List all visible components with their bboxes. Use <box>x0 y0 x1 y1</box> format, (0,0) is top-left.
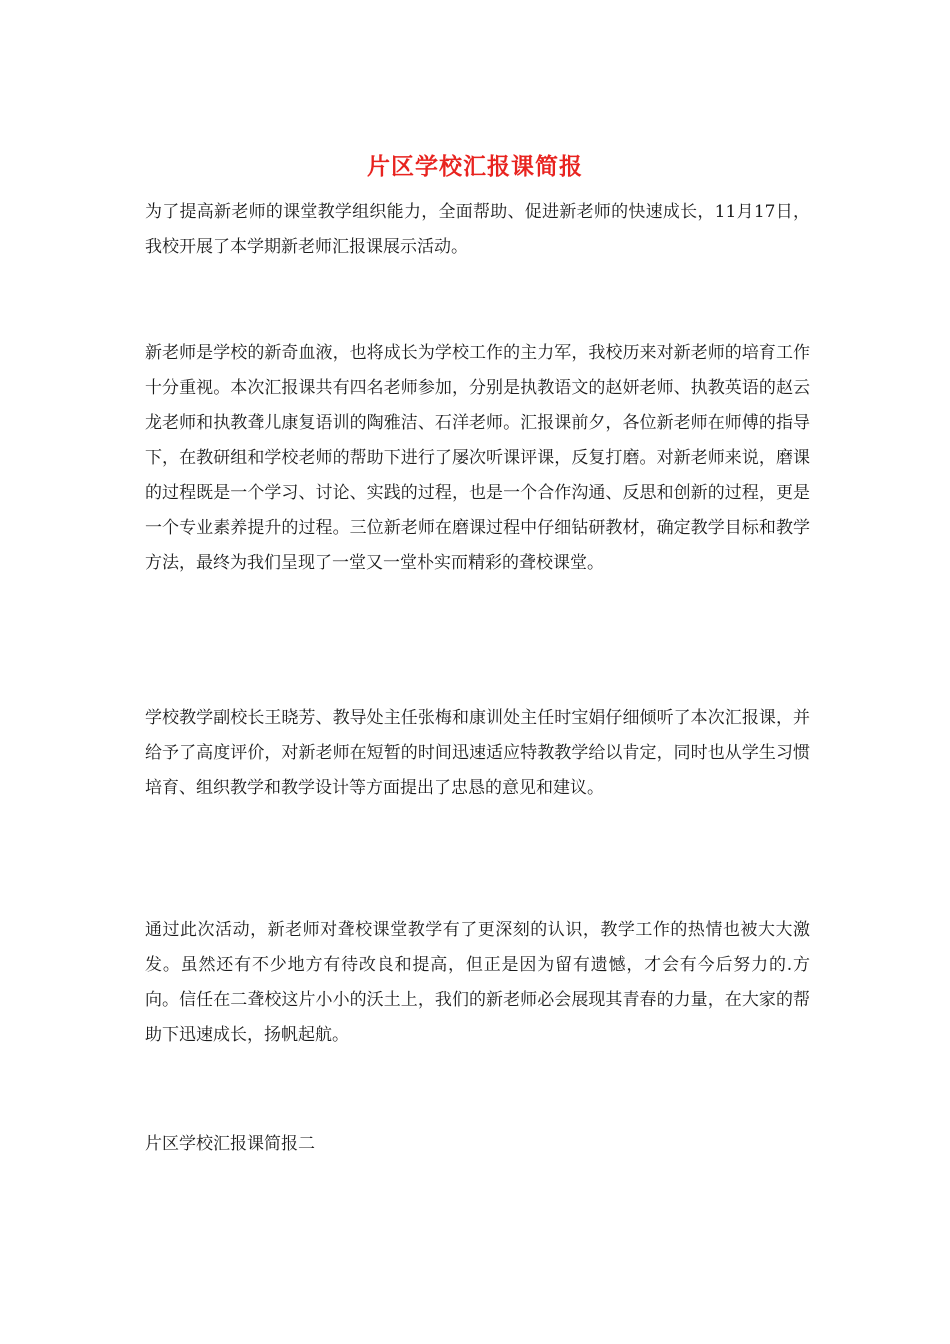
paragraph-evaluation: 学校教学副校长王晓芳、教导处主任张梅和康训处主任时宝娟仔细倾听了本次汇报课，并给予了高度评价，对新老师在短暂的时间迅速适应特教教学给以肯定，同时也从学生习惯培育、组织教学和教学设计等方面提出了忠恳的意见和建议。 <box>145 708 810 798</box>
paragraph-teachers: 新老师是学校的新奇血液，也将成长为学校工作的主力军，我校历来对新老师的培育工作十分重视。本次汇报课共有四名老师参加，分别是执教语文的赵妍老师、执教英语的赵云龙老师和执教聋儿康复语训的陶雅洁、石洋老师。汇报课前夕，各位新老师在师傅的指导下，在教研组和学校老师的帮助下进行了屡次听课评课，反复打磨。对新老师来说，磨课的过程既是一个学习、讨论、实践的过程，也是一个合作沟通、反思和创新的过程，更是一个专业素养提升的过程。三位新老师在磨课过程中仔细钻研教材，确定教学目标和教学方法，最终为我们呈现了一堂又一堂朴实而精彩的聋校课堂。 <box>145 343 810 573</box>
document-title: 片区学校汇报课简报 <box>367 153 583 180</box>
paragraph-second-report-heading: 片区学校汇报课简报二 <box>145 1134 315 1154</box>
paragraph-conclusion: 通过此次活动，新老师对聋校课堂教学有了更深刻的认识，教学工作的热情也被大大激发。虽然还有不少地方有待改良和提高，但正是因为留有遗憾，才会有今后努力的.方向。信任在二聋校这片小小的沃土上，我们的新老师必会展现其青春的力量，在大家的帮助下迅速成长，扬帆起航。 <box>145 920 810 1045</box>
paragraph-intro: 为了提高新老师的课堂教学组织能力，全面帮助、促进新老师的快速成长，11月17日，我校开展了本学期新老师汇报课展示活动。 <box>145 202 810 257</box>
